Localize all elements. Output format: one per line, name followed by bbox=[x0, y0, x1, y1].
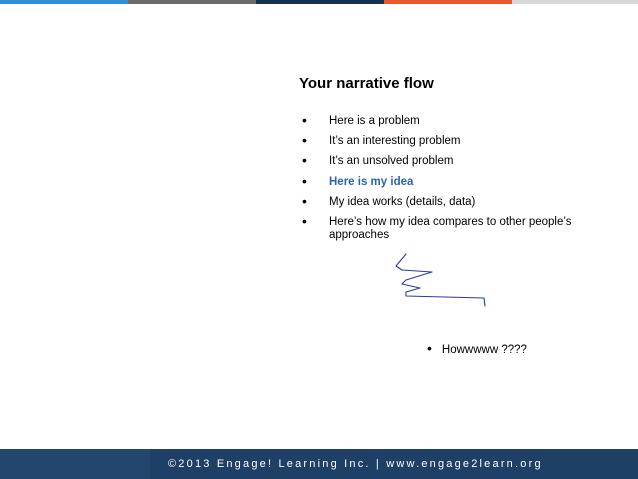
bullet-list bbox=[300, 112, 610, 249]
bullet-text: It’s an interesting problem bbox=[329, 135, 461, 148]
bullet-dot-icon: • bbox=[302, 112, 307, 128]
extra-bullet bbox=[427, 340, 527, 356]
bullet-item bbox=[300, 212, 610, 242]
slide-title: Your narrative flow bbox=[299, 75, 434, 92]
bullet-item bbox=[300, 132, 610, 149]
bullet-text: My idea works (details, data) bbox=[329, 195, 476, 208]
top-bar-segment-orange bbox=[384, 0, 512, 4]
bullet-dot-icon: • bbox=[427, 340, 432, 356]
bullet-item-highlighted bbox=[300, 172, 610, 189]
footer-left-block bbox=[0, 449, 150, 479]
scribble-stroke bbox=[396, 254, 485, 306]
footer-bar bbox=[0, 449, 638, 479]
bullet-text: Here is my idea bbox=[329, 175, 414, 188]
top-bar-segment-gray bbox=[128, 0, 256, 4]
bullet-dot-icon: • bbox=[302, 212, 307, 229]
bullet-dot-icon: • bbox=[302, 172, 307, 189]
bullet-dot-icon: • bbox=[302, 132, 307, 149]
bullet-dot-icon: • bbox=[302, 152, 307, 169]
bullet-text: Here’s how my idea compares to other people’s approaches bbox=[329, 215, 572, 241]
handwritten-scribble bbox=[388, 250, 488, 310]
footer-text: ©2013 Engage! Learning Inc. | www.engage2learn.org bbox=[168, 458, 543, 470]
extra-bullet-text: Howwwww ???? bbox=[441, 344, 527, 356]
bullet-item bbox=[300, 152, 610, 169]
bullet-dot-icon: • bbox=[302, 192, 307, 209]
top-bar-segment-blue bbox=[0, 0, 128, 4]
top-bar-segment-light bbox=[512, 0, 638, 4]
bullet-text: Here is a problem bbox=[329, 115, 420, 127]
bullet-text: It’s an unsolved problem bbox=[329, 155, 454, 168]
bullet-item bbox=[300, 192, 610, 209]
top-bar-segment-navy bbox=[256, 0, 384, 4]
bullet-item bbox=[300, 112, 610, 128]
top-color-bar bbox=[0, 0, 638, 4]
